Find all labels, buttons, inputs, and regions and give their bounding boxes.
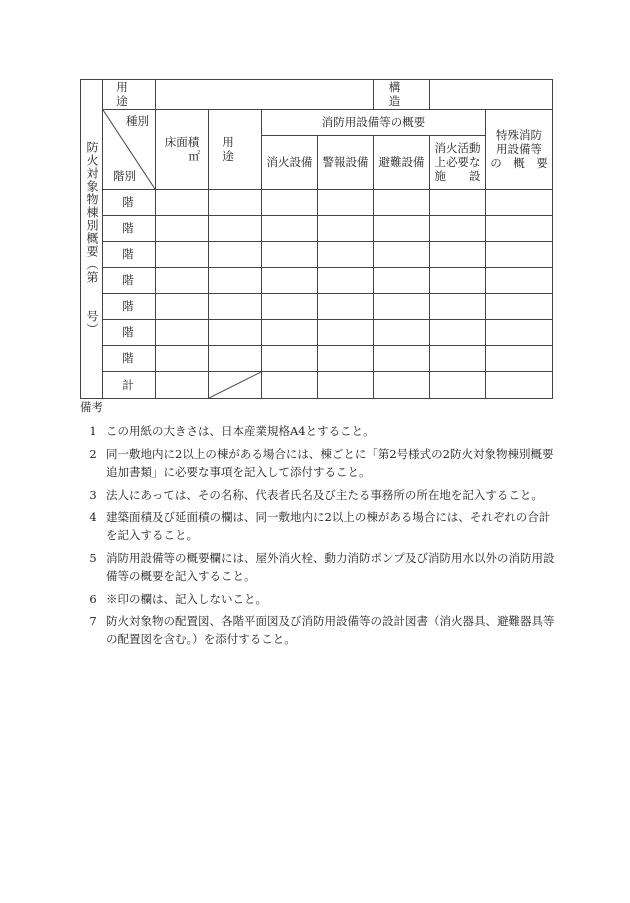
floor-cell[interactable] (156, 215, 209, 241)
shoubou-gaiyou-header: 消防用設備等の概要 (262, 109, 486, 135)
floor-cell[interactable] (318, 189, 374, 215)
floor-cell[interactable] (374, 345, 430, 371)
floor-cell[interactable] (486, 241, 553, 267)
notes-title: 備考 (80, 400, 103, 414)
floor-cell[interactable] (430, 241, 486, 267)
slash-line (209, 372, 261, 398)
total-slash-cell (209, 371, 262, 398)
floor-cell[interactable] (156, 319, 209, 345)
floor-cell[interactable] (318, 267, 374, 293)
floor-cell[interactable] (262, 293, 318, 319)
floor-row-label: 階 (103, 345, 156, 371)
total-row-label: 計 (103, 371, 156, 398)
floor-cell[interactable] (430, 293, 486, 319)
notes-section (80, 398, 558, 653)
note-text: 法人にあっては、その名称、代表者氏名及び主たる事務所の所在地を記入すること。 (106, 487, 543, 502)
floor-cell[interactable] (486, 189, 553, 215)
kouzou-label: 構 造 (374, 80, 430, 110)
floor-cell[interactable] (262, 189, 318, 215)
floor-cell[interactable] (156, 345, 209, 371)
floor-cell[interactable] (209, 215, 262, 241)
note-number: 3 (89, 487, 97, 502)
keihou-header: 警報設備 (318, 135, 374, 189)
floor-cell[interactable] (486, 267, 553, 293)
floor-cell[interactable] (430, 267, 486, 293)
note-item (80, 549, 558, 586)
shouka-header: 消火設備 (262, 135, 318, 189)
floor-cell[interactable] (430, 319, 486, 345)
katsudou-line-2: 上必要な (434, 155, 481, 170)
floor-row-label: 階 (103, 267, 156, 293)
note-item (80, 612, 558, 649)
note-item (80, 590, 558, 608)
floor-cell[interactable] (262, 215, 318, 241)
floor-cell[interactable] (156, 241, 209, 267)
floor-cell[interactable] (156, 189, 209, 215)
floor-cell[interactable] (262, 241, 318, 267)
floor-cell[interactable] (262, 345, 318, 371)
note-text: 同一敷地内に2以上の棟がある場合には、棟ごとに「第2号様式の2防火対象物棟別概要追加書類」に必要な事項を記入して添付すること。 (106, 446, 554, 480)
floor-cell[interactable] (262, 319, 318, 345)
tokushu-line-3: の 概 要 (490, 156, 548, 171)
floor-cell[interactable] (486, 215, 553, 241)
note-number: 2 (89, 446, 97, 461)
hinan-header: 避難設備 (374, 135, 430, 189)
floor-cell[interactable] (374, 267, 430, 293)
floor-cell[interactable] (318, 345, 374, 371)
floor-cell[interactable] (374, 189, 430, 215)
floor-cell[interactable] (374, 215, 430, 241)
katsudou-line-1: 消火活動 (434, 140, 481, 155)
floor-cell[interactable] (209, 319, 262, 345)
floor-row-label: 階 (103, 189, 156, 215)
floor-row-label: 階 (103, 319, 156, 345)
note-number: 6 (89, 591, 97, 606)
note-text: 建築面積及び延面積の欄は、同一敷地内に2以上の棟がある場合には、それぞれの合計を記入すること。 (106, 509, 551, 543)
floor-cell[interactable] (209, 267, 262, 293)
note-number: 1 (89, 424, 97, 439)
yukamenseki-label: 床面積 (164, 134, 200, 149)
note-item (80, 486, 558, 504)
floor-cell[interactable] (156, 267, 209, 293)
katsudou-line-3: 施 設 (434, 169, 481, 184)
floor-row-label: 階 (103, 241, 156, 267)
note-item (80, 422, 558, 440)
floor-row-label: 階 (103, 215, 156, 241)
total-cell[interactable] (318, 371, 374, 398)
note-number: 4 (89, 509, 97, 524)
note-item (80, 508, 558, 545)
floor-cell[interactable] (486, 345, 553, 371)
floor-cell[interactable] (318, 215, 374, 241)
floor-cell[interactable] (209, 241, 262, 267)
youto-field[interactable] (156, 80, 374, 110)
floor-cell[interactable] (430, 345, 486, 371)
katsudou-header (430, 135, 486, 189)
floor-cell[interactable] (318, 293, 374, 319)
floor-cell[interactable] (374, 241, 430, 267)
floor-cell[interactable] (318, 241, 374, 267)
total-cell[interactable] (262, 371, 318, 398)
floor-cell[interactable] (486, 293, 553, 319)
note-number: 5 (89, 550, 97, 565)
floor-cell[interactable] (430, 215, 486, 241)
kaibetsu-label: 階別 (113, 169, 136, 184)
tokushu-line-1: 特殊消防 (496, 127, 542, 142)
floor-cell[interactable] (318, 319, 374, 345)
floor-cell[interactable] (209, 293, 262, 319)
floor-row-label: 階 (103, 293, 156, 319)
building-summary-table (80, 79, 553, 399)
floor-cell[interactable] (374, 319, 430, 345)
building-summary-table-container (80, 79, 552, 396)
youto2-header: 用 途 (209, 109, 262, 189)
floor-cell[interactable] (209, 189, 262, 215)
note-text: ※印の欄は、記入しないこと。 (106, 591, 267, 606)
note-text: 消防用設備等の概要欄には、屋外消火栓、動力消防ポンプ及び消防用水以外の消防用設備等の概要を記入すること。 (106, 550, 555, 584)
tokushu-header (486, 109, 553, 189)
floor-cell[interactable] (374, 293, 430, 319)
floor-cell[interactable] (156, 293, 209, 319)
floor-cell[interactable] (486, 319, 553, 345)
unit-label: ㎡ (188, 149, 200, 164)
youto-label: 用 途 (103, 80, 156, 110)
side-label: 防火対象物棟別概要（第 号） (85, 141, 99, 337)
tokushu-line-2: 用設備等 (496, 142, 542, 157)
total-cell[interactable] (430, 371, 486, 398)
floor-cell[interactable] (209, 345, 262, 371)
total-cell[interactable] (156, 371, 209, 398)
side-label-cell (81, 80, 103, 399)
note-text: この用紙の大きさは、日本産業規格A4とすること。 (106, 424, 375, 439)
total-cell[interactable] (374, 371, 430, 398)
floor-cell[interactable] (262, 267, 318, 293)
total-cell[interactable] (486, 371, 553, 398)
shubetsu-kaibetsu-cell (103, 109, 156, 189)
note-number: 7 (89, 613, 97, 628)
yukamenseki-header (156, 109, 209, 189)
note-text: 防火対象物の配置図、各階平面図及び消防用設備等の設計図書（消火器具、避難器具等の配置図を含む。）を添付すること。 (106, 613, 555, 647)
shubetsu-label: 種別 (126, 113, 149, 128)
floor-cell[interactable] (430, 189, 486, 215)
kouzou-field[interactable] (430, 80, 553, 110)
note-item (80, 445, 558, 482)
